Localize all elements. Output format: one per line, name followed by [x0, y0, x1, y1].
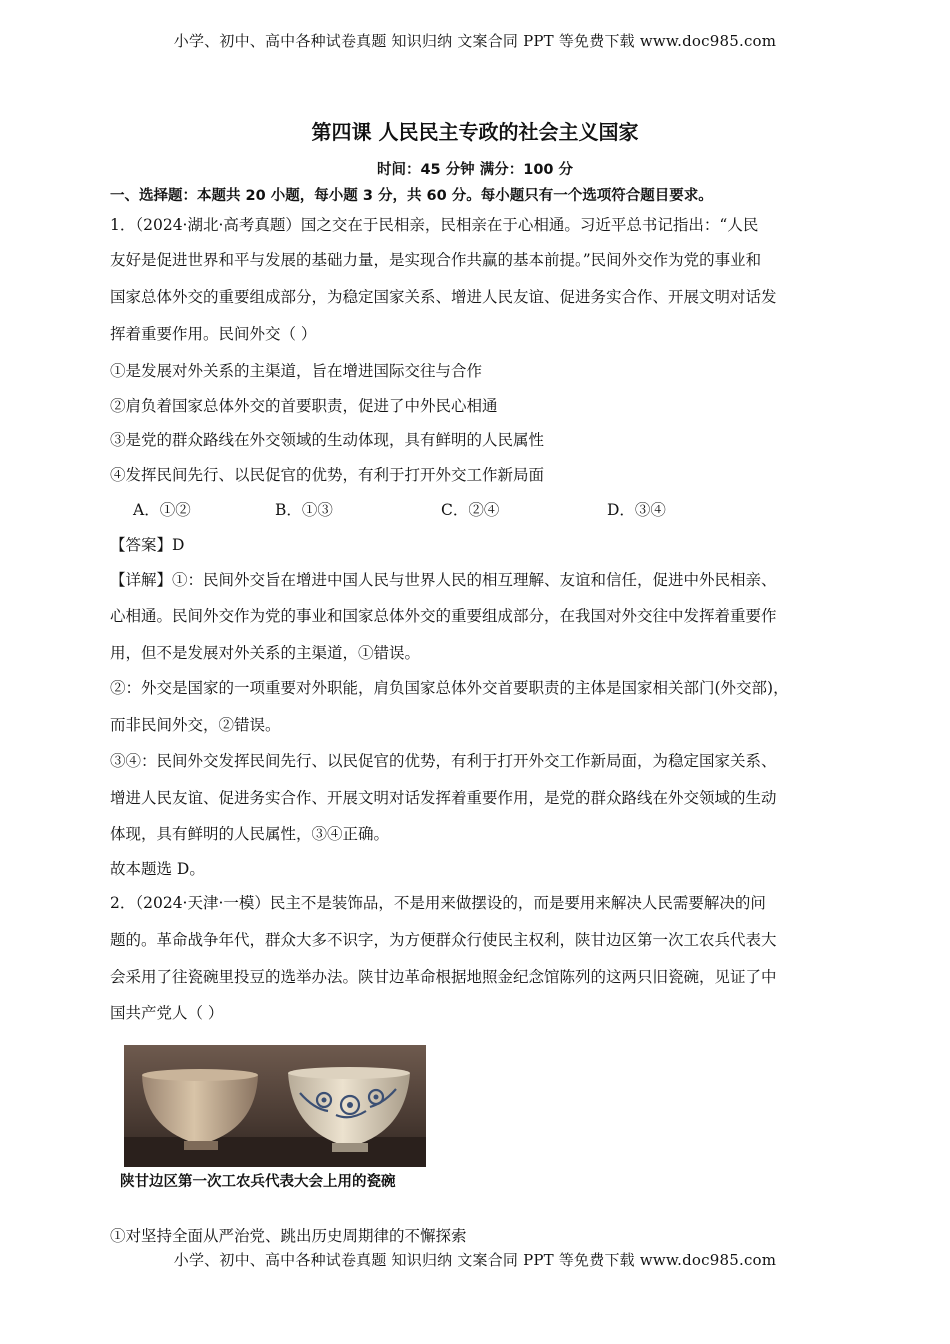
photo-caption: 陕甘边区第一次工农兵代表大会上用的瓷碗 — [120, 1174, 396, 1190]
q1-detail-line: ②：外交是国家的一项重要对外职能，肩负国家总体外交首要职责的主体是国家相关部门(外交部)， — [110, 679, 789, 697]
exam-info: 时间：45 分钟 满分：100 分 — [376, 162, 574, 178]
section-heading: 一、选择题：本题共 20 小题，每小题 3 分，共 60 分。每小题只有一个选项符合题目要求。 — [110, 188, 713, 204]
q1-stem-line: 1．（2024·湖北·高考真题）国之交在于民相亲，民相亲在于心相通。习近平总书记指出：“人民 — [110, 216, 759, 234]
q2-stem-line: 2．（2024·天津·一模）民主不是装饰品，不是用来做摆设的，而是要用来解决人民需要解决的问 — [110, 894, 766, 912]
q1-detail-line: 心相通。民间外交作为党的事业和国家总体外交的重要组成部分，在我国对外交往中发挥着重要作 — [110, 607, 777, 625]
q1-detail-line: 增进人民友谊、促进务实合作、开展文明对话发挥着重要作用，是党的群众路线在外交领域的生动 — [110, 789, 777, 807]
q1-detail-line: 用，但不是发展对外关系的主渠道，①错误。 — [110, 644, 421, 662]
lesson-title: 第四课 人民民主专政的社会主义国家 — [311, 120, 639, 144]
q1-detail-line: ③④：民间外交发挥民间先行、以民促官的优势，有利于打开外交工作新局面，为稳定国家关系、 — [110, 752, 777, 770]
q1-item: ①是发展对外关系的主渠道，旨在增进国际交往与合作 — [110, 362, 483, 380]
q1-detail-line: 体现，具有鲜明的人民属性，③④正确。 — [110, 825, 390, 843]
q1-detail-line: 故本题选 D。 — [110, 860, 205, 878]
q1-answer: 【答案】D — [110, 536, 185, 554]
q1-options — [133, 498, 666, 520]
q2-item: ①对坚持全面从严治党、跳出历史周期律的不懈探索 — [110, 1227, 467, 1245]
q2-stem-line: 国共产党人（ ） — [110, 1004, 224, 1022]
q2-stem-line: 题的。革命战争年代，群众大多不识字，为方便群众行使民主权利，陕甘边区第一次工农兵代表大 — [110, 931, 777, 949]
q1-item: ②肩负着国家总体外交的首要职责，促进了中外民心相通 — [110, 397, 498, 415]
q2-stem-line: 会采用了往瓷碗里投豆的选举办法。陕甘边革命根据地照金纪念馆陈列的这两只旧瓷碗，见证了中 — [110, 968, 777, 986]
q1-option-a[interactable]: A．①② — [133, 501, 191, 519]
porcelain-bowls-photo — [124, 1045, 426, 1167]
q1-detail-line: 而非民间外交，②错误。 — [110, 716, 281, 734]
q1-stem-line: 挥着重要作用。民间外交（ ） — [110, 325, 317, 343]
q1-item: ③是党的群众路线在外交领域的生动体现，具有鲜明的人民属性 — [110, 431, 545, 449]
q1-item: ④发挥民间先行、以民促官的优势，有利于打开外交工作新局面 — [110, 466, 545, 484]
page-header: 小学、初中、高中各种试卷真题 知识归纳 文案合同 PPT 等免费下载 www.doc985.com — [173, 32, 777, 50]
q1-option-b[interactable]: B．①③ — [275, 501, 333, 519]
q1-stem-line: 友好是促进世界和平与发展的基础力量，是实现合作共赢的基本前提。”民间外交作为党的事业和 — [110, 251, 762, 269]
q1-option-d[interactable]: D．③④ — [607, 501, 666, 519]
q1-stem-line: 国家总体外交的重要组成部分，为稳定国家关系、增进人民友谊、促进务实合作、开展文明对话发 — [110, 288, 777, 306]
page-footer: 小学、初中、高中各种试卷真题 知识归纳 文案合同 PPT 等免费下载 www.doc985.com — [173, 1251, 777, 1269]
q1-option-c[interactable]: C．②④ — [441, 501, 500, 519]
q1-detail-line: 【详解】①：民间外交旨在增进中国人民与世界人民的相互理解、友谊和信任，促进中外民相亲、 — [110, 571, 777, 589]
